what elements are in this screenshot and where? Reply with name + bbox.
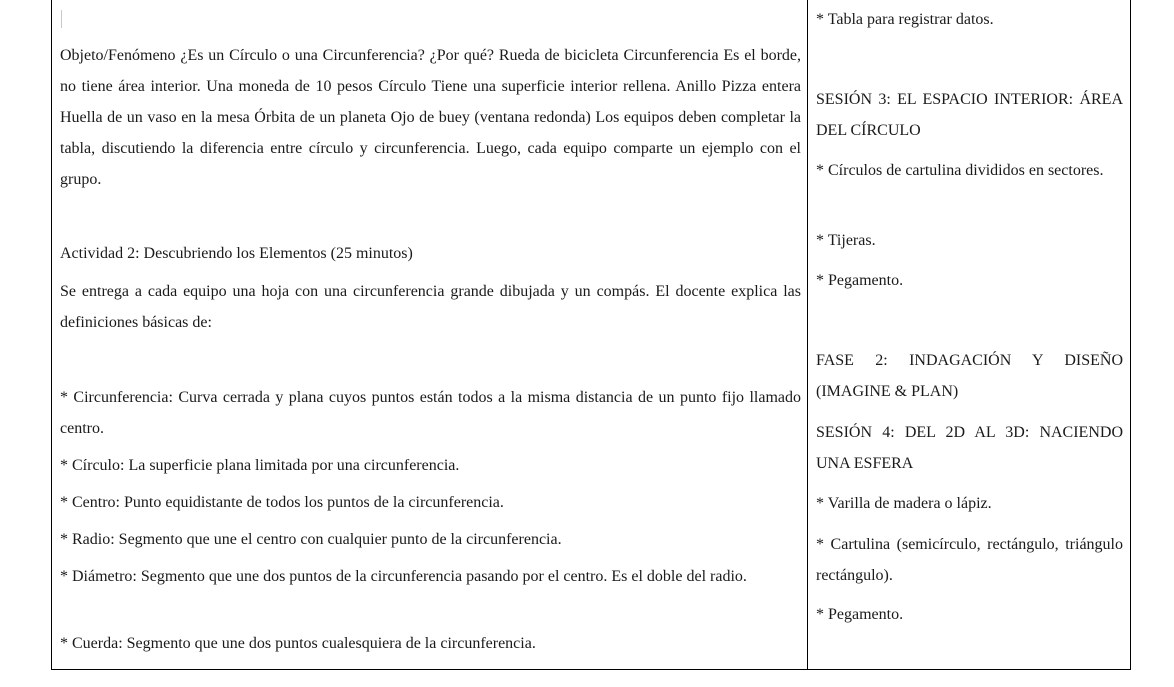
definition-radio: * Radio: Segmento que une el centro con cualquier punto de la circunferencia.: [60, 531, 562, 548]
definition-cuerda: * Cuerda: Segmento que une dos puntos cualesquiera de la circunferencia.: [60, 635, 536, 652]
session-3-heading: SESIÓN 3: EL ESPACIO INTERIOR: ÁREA DEL CÍRCULO: [816, 91, 1123, 139]
activity-2-intro: Se entrega a cada equipo una hoja con una circunferencia grande dibujada y un compás. El docente explica las definiciones básicas de:: [60, 283, 801, 331]
materials-item-pegamento-2: * Pegamento.: [816, 606, 904, 623]
materials-item-tijeras: * Tijeras.: [816, 232, 876, 249]
materials-item-varilla: * Varilla de madera o lápiz.: [816, 495, 992, 512]
materials-item-pegamento: * Pegamento.: [816, 272, 904, 289]
definition-circunferencia: * Circunferencia: Curva cerrada y plana cuyos puntos están todos a la misma distancia de un punto fijo llamado centro.: [60, 389, 801, 437]
activity-2-title: Actividad 2: Descubriendo los Elementos (25 minutos): [60, 245, 413, 262]
materials-item-cartulina: * Cartulina (semicírculo, rectángulo, triángulo rectángulo).: [816, 536, 1123, 584]
column-divider: [807, 0, 808, 670]
phase-2-heading: FASE 2: INDAGACIÓN Y DISEÑO (IMAGINE & PLAN): [816, 352, 1123, 400]
definition-circulo: * Círculo: La superficie plana limitada por una circunferencia.: [60, 457, 460, 474]
definition-diametro: * Diámetro: Segmento que une dos puntos de la circunferencia pasando por el centro. Es el doble del radio.: [60, 568, 747, 585]
materials-item-circulos: * Círculos de cartulina divididos en sectores.: [816, 162, 1104, 179]
text-cursor-marker: [61, 10, 62, 28]
materials-item-tabla: * Tabla para registrar datos.: [816, 11, 994, 28]
objects-table-paragraph: Objeto/Fenómeno ¿Es un Círculo o una Circunferencia? ¿Por qué? Rueda de bicicleta Circunferencia Es el borde, no tiene área interior. Una moneda de 10 pesos Círculo Tiene una superficie interior rellena. Anillo Pizza entera Huella de un vaso en la mesa Órbita de un planeta Ojo de buey (ventana redonda) Los equipos deben completar la tabla, discutiendo la diferencia entre círculo y circunferencia. Luego, cada equipo comparte un ejemplo con el grupo.: [60, 47, 801, 188]
definition-centro: * Centro: Punto equidistante de todos los puntos de la circunferencia.: [60, 494, 504, 511]
session-4-heading: SESIÓN 4: DEL 2D AL 3D: NACIENDO UNA ESFERA: [816, 424, 1123, 472]
